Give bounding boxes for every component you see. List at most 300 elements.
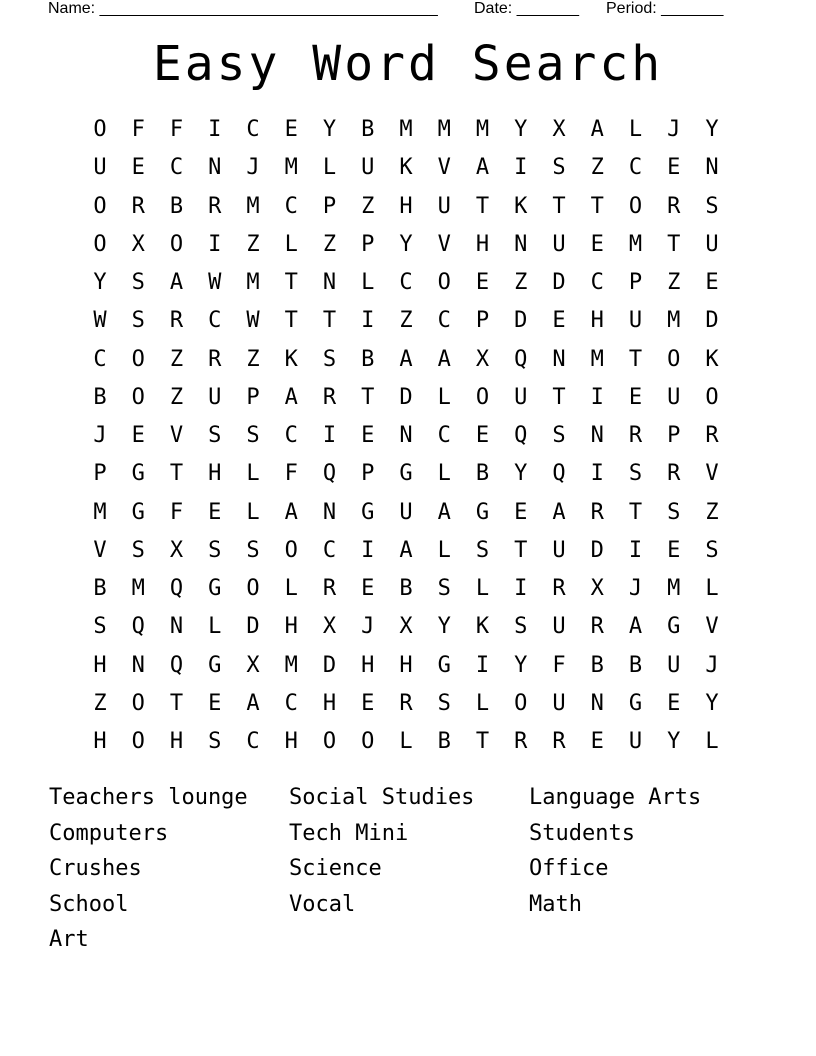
word-list-item: Social Studies [289, 785, 475, 810]
grid-letter[interactable]: V [169, 423, 184, 448]
grid-letter[interactable]: B [361, 117, 375, 142]
grid-letter[interactable]: V [705, 614, 719, 640]
grid-row [81, 379, 761, 417]
grid-letter[interactable]: U [628, 729, 643, 754]
grid-letter[interactable]: B [475, 461, 490, 487]
grid-letter[interactable]: Q [169, 652, 184, 678]
grid-letter[interactable]: G [361, 499, 375, 525]
grid-letter[interactable]: C [208, 308, 222, 334]
grid-letter[interactable]: R [322, 384, 337, 410]
grid-letter[interactable]: B [590, 652, 604, 678]
grid-letter[interactable]: I [208, 231, 222, 257]
grid-letter[interactable]: O [437, 270, 451, 295]
grid-letter[interactable]: S [552, 423, 566, 448]
grid-letter[interactable]: Y [322, 117, 337, 142]
grid-letter[interactable]: H [475, 231, 490, 257]
grid-letter[interactable]: E [284, 117, 298, 142]
grid-letter[interactable]: T [628, 499, 643, 525]
grid-letter[interactable]: E [590, 729, 604, 754]
grid-letter[interactable]: U [93, 155, 107, 181]
grid-letter[interactable]: P [246, 384, 260, 410]
grid-letter[interactable]: F [284, 461, 298, 487]
grid-letter[interactable]: O [514, 690, 528, 716]
grid-letter[interactable]: Y [514, 117, 528, 142]
grid-letter[interactable]: K [399, 155, 413, 181]
grid-letter[interactable]: L [475, 576, 490, 601]
grid-letter[interactable]: D [552, 270, 566, 295]
grid-letter[interactable]: O [667, 346, 681, 372]
grid-letter[interactable]: M [93, 499, 107, 525]
grid-letter[interactable]: R [322, 576, 337, 601]
grid-letter[interactable]: C [93, 346, 107, 372]
grid-letter[interactable]: O [361, 729, 375, 754]
grid-letter[interactable]: E [628, 384, 643, 410]
grid-letter[interactable]: W [246, 308, 260, 334]
grid-letter[interactable]: I [361, 308, 375, 334]
grid-letter[interactable]: R [667, 461, 681, 487]
grid-letter[interactable]: U [361, 155, 375, 181]
grid-letter[interactable]: Z [169, 384, 184, 410]
grid-letter[interactable]: N [131, 652, 145, 678]
grid-letter[interactable]: A [628, 614, 643, 640]
word-list-item: Teachers lounge [49, 785, 248, 810]
grid-letter[interactable]: M [284, 652, 298, 678]
grid-letter[interactable]: D [399, 384, 413, 410]
grid-letter[interactable]: S [246, 423, 260, 448]
grid-letter[interactable]: I [475, 652, 490, 678]
grid-letter[interactable]: H [284, 729, 298, 754]
grid-letter[interactable]: H [284, 614, 298, 640]
grid-letter[interactable]: C [590, 270, 604, 295]
grid-letter[interactable]: E [705, 270, 719, 295]
grid-letter[interactable]: B [437, 729, 451, 754]
grid-letter[interactable]: M [246, 270, 260, 295]
grid-letter[interactable]: T [284, 270, 298, 295]
grid-letter[interactable]: S [667, 499, 681, 525]
grid-letter[interactable]: A [284, 384, 298, 410]
grid-letter[interactable]: E [208, 690, 222, 716]
grid-letter[interactable]: B [169, 193, 184, 219]
grid-letter[interactable]: P [475, 308, 490, 334]
grid-letter[interactable]: H [322, 690, 337, 716]
grid-letter[interactable]: G [475, 499, 490, 525]
grid-letter[interactable]: U [552, 690, 566, 716]
grid-letter[interactable]: J [667, 117, 681, 142]
grid-letter[interactable]: P [93, 461, 107, 487]
grid-letter[interactable]: M [399, 117, 413, 142]
grid-letter[interactable]: A [437, 346, 451, 372]
grid-letter[interactable]: X [475, 346, 490, 372]
grid-letter[interactable]: T [552, 384, 566, 410]
grid-letter[interactable]: Z [514, 270, 528, 295]
grid-letter[interactable]: G [131, 461, 145, 487]
grid-letter[interactable]: L [246, 461, 260, 487]
grid-letter[interactable]: S [437, 690, 451, 716]
grid-letter[interactable]: C [437, 423, 451, 448]
grid-letter[interactable]: N [514, 231, 528, 257]
grid-letter[interactable]: E [131, 155, 145, 181]
grid-letter[interactable]: Q [322, 461, 337, 487]
grid-letter[interactable]: M [590, 346, 604, 372]
grid-letter[interactable]: H [93, 652, 107, 678]
grid-letter[interactable]: D [705, 308, 719, 334]
grid-letter[interactable]: L [361, 270, 375, 295]
grid-letter[interactable]: A [246, 690, 260, 716]
grid-letter[interactable]: O [93, 117, 107, 142]
grid-letter[interactable]: X [246, 652, 260, 678]
grid-letter[interactable]: I [628, 537, 643, 563]
grid-letter[interactable]: C [322, 537, 337, 563]
grid-letter[interactable]: D [322, 652, 337, 678]
grid-letter[interactable]: T [590, 193, 604, 219]
grid-letter[interactable]: S [475, 537, 490, 563]
grid-letter[interactable]: S [131, 308, 145, 334]
grid-letter[interactable]: E [131, 423, 145, 448]
grid-letter[interactable]: O [131, 729, 145, 754]
grid-letter[interactable]: S [322, 346, 337, 372]
grid-letter[interactable]: H [169, 729, 184, 754]
grid-letter[interactable]: A [399, 346, 413, 372]
grid-letter[interactable]: L [322, 155, 337, 181]
grid-letter[interactable]: P [361, 231, 375, 257]
grid-letter[interactable]: T [322, 308, 337, 334]
grid-letter[interactable]: N [322, 270, 337, 295]
grid-letter[interactable]: C [246, 117, 260, 142]
grid-letter[interactable]: H [93, 729, 107, 754]
grid-letter[interactable]: O [93, 193, 107, 219]
word-list-item: Vocal [289, 891, 356, 917]
grid-letter[interactable]: C [169, 155, 184, 181]
grid-row [81, 570, 761, 608]
grid-letter[interactable]: O [131, 346, 145, 372]
grid-letter[interactable]: S [246, 537, 260, 563]
grid-letter[interactable]: I [208, 117, 222, 142]
grid-letter[interactable]: Z [590, 155, 604, 181]
grid-letter[interactable]: N [705, 155, 719, 181]
grid-letter[interactable]: O [131, 690, 145, 716]
grid-letter[interactable]: I [590, 384, 604, 410]
grid-letter[interactable]: O [322, 729, 337, 754]
grid-letter[interactable]: Q [169, 576, 184, 601]
grid-letter[interactable]: R [552, 576, 566, 601]
grid-letter[interactable]: R [169, 308, 184, 334]
grid-letter[interactable]: I [361, 537, 375, 563]
grid-row [81, 685, 761, 723]
grid-letter[interactable]: U [552, 537, 566, 563]
grid-letter[interactable]: L [705, 729, 719, 754]
grid-letter[interactable]: L [705, 576, 719, 601]
grid-letter[interactable]: Q [514, 423, 528, 448]
grid-letter[interactable]: X [131, 231, 145, 257]
grid-letter[interactable]: S [208, 423, 222, 448]
grid-letter[interactable]: Z [322, 231, 337, 257]
grid-letter[interactable]: Z [246, 231, 260, 257]
grid-letter[interactable]: C [284, 690, 298, 716]
grid-letter[interactable]: C [284, 423, 298, 448]
grid-letter[interactable]: O [284, 537, 298, 563]
word-list-item: Crushes [49, 856, 142, 881]
grid-letter[interactable]: R [590, 499, 604, 525]
grid-letter[interactable]: Y [667, 729, 681, 754]
grid-letter[interactable]: A [284, 499, 298, 525]
grid-letter[interactable]: G [131, 499, 145, 525]
grid-letter[interactable]: S [131, 270, 145, 295]
grid-letter[interactable]: E [667, 155, 681, 181]
grid-letter[interactable]: T [667, 231, 681, 257]
grid-letter[interactable]: N [590, 423, 604, 448]
grid-letter[interactable]: M [246, 193, 260, 219]
grid-letter[interactable]: O [246, 576, 260, 601]
grid-letter[interactable]: C [399, 270, 413, 295]
grid-letter[interactable]: C [628, 155, 643, 181]
grid-letter[interactable]: V [705, 461, 719, 487]
grid-letter[interactable]: S [705, 193, 719, 219]
grid-letter[interactable]: Y [93, 270, 107, 295]
grid-letter[interactable]: O [475, 384, 490, 410]
grid-letter[interactable]: M [628, 231, 643, 257]
grid-letter[interactable]: V [437, 155, 451, 181]
grid-letter[interactable]: W [208, 270, 222, 295]
grid-letter[interactable]: U [514, 384, 528, 410]
grid-letter[interactable]: K [475, 614, 490, 640]
grid-letter[interactable]: A [399, 537, 413, 563]
grid-letter[interactable]: A [590, 117, 604, 142]
grid-letter[interactable]: N [552, 346, 566, 372]
grid-letter[interactable]: Z [399, 308, 413, 334]
grid-letter[interactable]: M [667, 576, 681, 601]
grid-letter[interactable]: F [169, 117, 184, 142]
grid-letter[interactable]: U [399, 499, 413, 525]
grid-letter[interactable]: R [667, 193, 681, 219]
grid-letter[interactable]: O [628, 193, 643, 219]
grid-letter[interactable]: I [590, 461, 604, 487]
grid-letter[interactable]: S [93, 614, 107, 640]
grid-letter[interactable]: A [437, 499, 451, 525]
grid-letter[interactable]: U [628, 308, 643, 334]
grid-letter[interactable]: U [437, 193, 451, 219]
grid-letter[interactable]: Y [705, 690, 719, 716]
grid-letter[interactable]: M [475, 117, 490, 142]
grid-letter[interactable]: Z [667, 270, 681, 295]
grid-letter[interactable]: X [399, 614, 413, 640]
grid-letter[interactable]: N [208, 155, 222, 181]
grid-letter[interactable]: G [208, 576, 222, 601]
grid-letter[interactable]: U [552, 614, 566, 640]
grid-letter[interactable]: P [667, 423, 681, 448]
grid-letter[interactable]: S [208, 537, 222, 563]
grid-letter[interactable]: T [361, 384, 375, 410]
grid-letter[interactable]: Q [514, 346, 528, 372]
grid-letter[interactable]: E [475, 270, 490, 295]
grid-letter[interactable]: X [590, 576, 604, 601]
grid-letter[interactable]: E [514, 499, 528, 525]
grid-letter[interactable]: J [93, 423, 107, 448]
grid-letter[interactable]: I [322, 423, 337, 448]
grid-letter[interactable]: Q [552, 461, 566, 487]
grid-letter[interactable]: Y [514, 461, 528, 487]
grid-letter[interactable]: L [284, 576, 298, 601]
grid-letter[interactable]: Y [437, 614, 451, 640]
grid-letter[interactable]: A [475, 155, 490, 181]
grid-letter[interactable]: L [628, 117, 643, 142]
word-list-item: Math [529, 891, 582, 917]
grid-letter[interactable]: N [590, 690, 604, 716]
grid-letter[interactable]: M [284, 155, 298, 181]
grid-letter[interactable]: R [705, 423, 719, 448]
grid-letter[interactable]: L [475, 690, 490, 716]
grid-letter[interactable]: T [552, 193, 566, 219]
grid-letter[interactable]: P [628, 270, 643, 295]
grid-letter[interactable]: O [705, 384, 719, 410]
grid-letter[interactable]: L [284, 231, 298, 257]
grid-letter[interactable]: S [514, 614, 528, 640]
grid-letter[interactable]: G [399, 461, 413, 487]
grid-letter[interactable]: B [93, 576, 107, 601]
grid-letter[interactable]: Y [705, 117, 719, 142]
grid-letter[interactable]: S [552, 155, 566, 181]
grid-letter[interactable]: L [437, 461, 451, 487]
grid-letter[interactable]: G [628, 690, 643, 716]
grid-letter[interactable]: K [514, 193, 528, 219]
grid-letter[interactable]: M [667, 308, 681, 334]
grid-letter[interactable]: L [437, 384, 451, 410]
grid-letter[interactable]: T [514, 537, 528, 563]
grid-letter[interactable]: T [284, 308, 298, 334]
grid-letter[interactable]: R [628, 423, 643, 448]
grid-letter[interactable]: C [437, 308, 451, 334]
grid-letter[interactable]: B [628, 652, 643, 678]
grid-letter[interactable]: T [169, 461, 184, 487]
grid-letter[interactable]: X [169, 537, 184, 563]
grid-letter[interactable]: H [208, 461, 222, 487]
grid-letter[interactable]: F [552, 652, 566, 678]
grid-letter[interactable]: S [437, 576, 451, 601]
grid-letter[interactable]: Q [131, 614, 145, 640]
grid-letter[interactable]: H [361, 652, 375, 678]
grid-letter[interactable]: R [590, 614, 604, 640]
grid-letter[interactable]: T [475, 729, 490, 754]
grid-letter[interactable]: E [667, 690, 681, 716]
grid-row [81, 264, 761, 302]
grid-letter[interactable]: C [284, 193, 298, 219]
grid-letter[interactable]: S [628, 461, 643, 487]
grid-letter[interactable]: N [399, 423, 413, 448]
grid-letter[interactable]: R [208, 193, 222, 219]
grid-letter[interactable]: S [208, 729, 222, 754]
grid-letter[interactable]: G [437, 652, 451, 678]
grid-letter[interactable]: L [208, 614, 222, 640]
grid-letter[interactable]: H [399, 193, 413, 219]
grid-letter[interactable]: B [361, 346, 375, 372]
grid-letter[interactable]: M [437, 117, 451, 142]
grid-letter[interactable]: E [361, 423, 375, 448]
grid-letter[interactable]: U [208, 384, 222, 410]
grid-letter[interactable]: X [322, 614, 337, 640]
grid-letter[interactable]: S [131, 537, 145, 563]
grid-letter[interactable]: U [667, 384, 681, 410]
grid-letter[interactable]: A [169, 270, 184, 295]
grid-letter[interactable]: K [284, 346, 298, 372]
grid-letter[interactable]: T [628, 346, 643, 372]
grid-letter[interactable]: R [514, 729, 528, 754]
grid-letter[interactable]: X [552, 117, 566, 142]
grid-letter[interactable]: Y [399, 231, 413, 257]
grid-letter[interactable]: U [552, 231, 566, 257]
grid-letter[interactable]: D [514, 308, 528, 334]
worksheet-header [48, 0, 748, 18]
grid-letter[interactable]: O [131, 384, 145, 410]
grid-letter[interactable]: V [93, 537, 107, 563]
grid-letter[interactable]: N [322, 499, 337, 525]
grid-letter[interactable]: J [246, 155, 260, 181]
grid-letter[interactable]: N [169, 614, 184, 640]
grid-letter[interactable]: L [437, 537, 451, 563]
grid-letter[interactable]: G [667, 614, 681, 640]
grid-letter[interactable]: B [93, 384, 107, 410]
grid-row [81, 149, 761, 187]
grid-letter[interactable]: C [246, 729, 260, 754]
grid-letter[interactable]: M [131, 576, 145, 601]
grid-letter[interactable]: D [246, 614, 260, 640]
grid-letter[interactable]: A [552, 499, 566, 525]
grid-letter[interactable]: Z [361, 193, 375, 219]
grid-letter[interactable]: F [131, 117, 145, 142]
grid-letter[interactable]: O [93, 231, 107, 257]
grid-letter[interactable]: L [399, 729, 413, 754]
grid-letter[interactable]: O [169, 231, 184, 257]
grid-letter[interactable]: F [169, 499, 184, 525]
grid-letter[interactable]: H [399, 652, 413, 678]
grid-letter[interactable]: G [208, 652, 222, 678]
grid-letter[interactable]: Z [169, 346, 184, 372]
grid-letter[interactable]: D [590, 537, 604, 563]
grid-letter[interactable]: U [705, 231, 719, 257]
grid-letter[interactable]: Y [514, 652, 528, 678]
grid-letter[interactable]: V [437, 231, 451, 257]
grid-letter[interactable]: E [208, 499, 222, 525]
grid-letter[interactable]: E [361, 690, 375, 716]
grid-letter[interactable]: P [361, 461, 375, 487]
grid-letter[interactable]: K [705, 346, 719, 372]
grid-letter[interactable]: R [131, 193, 145, 219]
grid-letter[interactable]: R [552, 729, 566, 754]
grid-letter[interactable]: T [475, 193, 490, 219]
grid-letter[interactable]: W [93, 308, 107, 334]
grid-letter[interactable]: J [628, 576, 643, 601]
grid-letter[interactable]: Z [705, 499, 719, 525]
grid-letter[interactable]: T [169, 690, 184, 716]
grid-letter[interactable]: Z [93, 690, 107, 716]
grid-letter[interactable]: P [322, 193, 337, 219]
grid-letter[interactable]: R [208, 346, 222, 372]
grid-letter[interactable]: B [399, 576, 413, 601]
grid-letter[interactable]: J [705, 652, 719, 678]
grid-letter[interactable]: E [667, 537, 681, 563]
grid-letter[interactable]: E [361, 576, 375, 601]
grid-letter[interactable]: J [361, 614, 375, 640]
grid-letter[interactable]: U [667, 652, 681, 678]
grid-letter[interactable]: Z [246, 346, 260, 372]
grid-letter[interactable]: E [590, 231, 604, 257]
grid-letter[interactable]: I [514, 576, 528, 601]
grid-letter[interactable]: H [590, 308, 604, 334]
grid-letter[interactable]: I [514, 155, 528, 181]
grid-letter[interactable]: R [399, 690, 413, 716]
grid-letter[interactable]: L [246, 499, 260, 525]
grid-letter[interactable]: S [705, 537, 719, 563]
grid-letter[interactable]: E [475, 423, 490, 448]
grid-letter[interactable]: E [552, 308, 566, 334]
